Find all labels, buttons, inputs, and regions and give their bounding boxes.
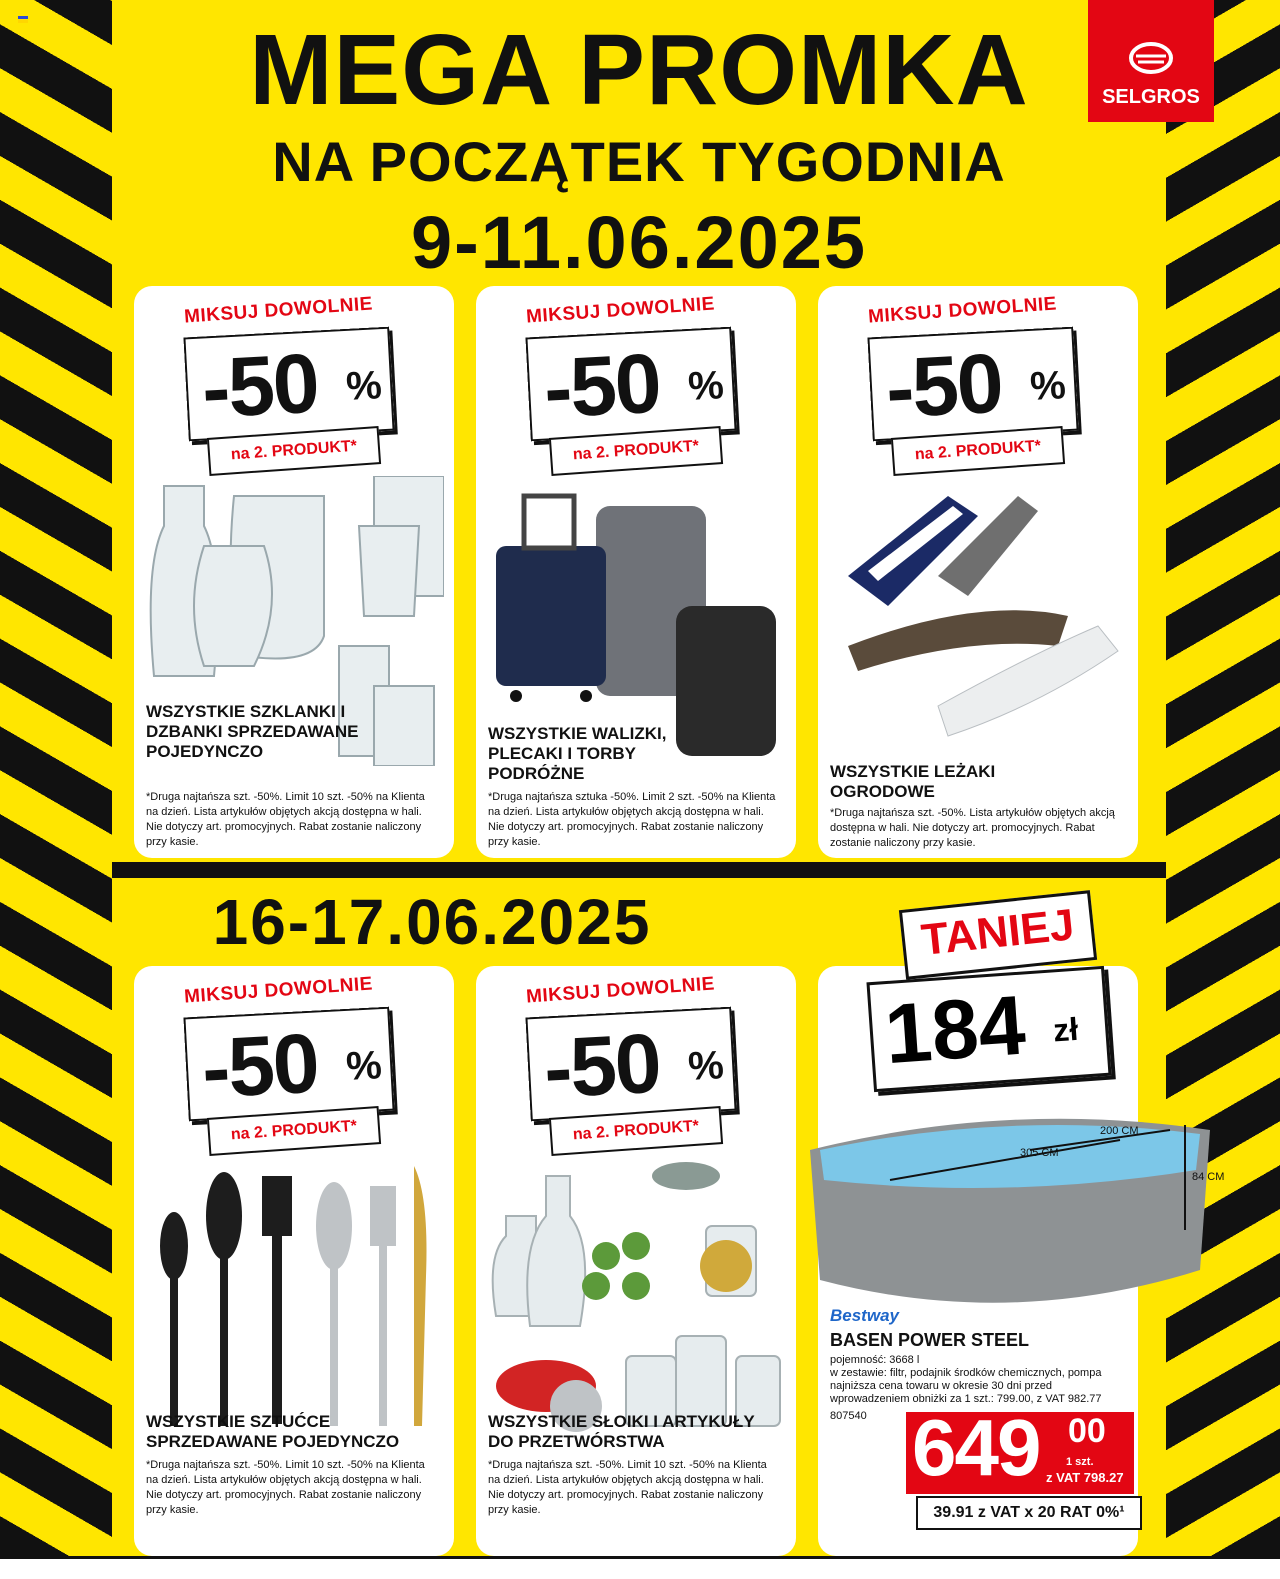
discount-value: -50 bbox=[199, 1015, 320, 1116]
spec-item: pojemność: 3668 l bbox=[830, 1354, 920, 1366]
date-range-second: 16-17.06.2025 bbox=[212, 886, 652, 958]
discount-value: -50 bbox=[883, 335, 1004, 436]
price-unit: 1 szt. bbox=[1066, 1456, 1094, 1468]
logo-text: SELGROS bbox=[1102, 86, 1200, 108]
pool-specs bbox=[830, 1354, 1130, 1406]
promo-card-loungers[interactable] bbox=[818, 286, 1138, 858]
percent-sign: % bbox=[687, 363, 725, 409]
spec-item: w zestawie: filtr, podajnik środków chemicznych, pompa bbox=[830, 1367, 1102, 1379]
percent-sign: % bbox=[687, 1043, 725, 1089]
mix-label: MIKSUJ DOWOLNIE bbox=[525, 973, 716, 1008]
price-integer: 649 bbox=[912, 1403, 1040, 1492]
flag-icon bbox=[18, 16, 28, 23]
headline: MEGA PROMKA bbox=[249, 14, 1029, 126]
old-price-badge bbox=[866, 966, 1111, 1092]
cheaper-badge: TANIEJ bbox=[899, 890, 1097, 980]
second-product-label: na 2. PRODUKT* bbox=[549, 426, 723, 476]
discount-badge bbox=[525, 1007, 736, 1122]
discount-badge bbox=[867, 327, 1078, 442]
currency: zł bbox=[1052, 1010, 1080, 1049]
subheadline: NA POCZĄTEK TYGODNIA bbox=[272, 130, 1006, 193]
product-code: 807540 bbox=[830, 1410, 867, 1422]
percent-sign: % bbox=[345, 363, 383, 409]
date-range-first: 9-11.06.2025 bbox=[410, 201, 868, 284]
discount-value: -50 bbox=[541, 1015, 662, 1116]
percent-sign: % bbox=[345, 1043, 383, 1089]
jars-image bbox=[486, 1156, 786, 1446]
bottom-line bbox=[0, 1556, 1280, 1559]
discount-value: -50 bbox=[541, 335, 662, 436]
product-note: *Druga najtańsza szt. -50%. Limit 10 szt. -50% na Klienta na dzień. Lista artykułów objętych akcją dostępna w hali. Nie dotyczy art. promocyjnych. Rabat zostanie naliczony przy kasie. bbox=[146, 791, 425, 848]
brand-logo: Bestway bbox=[830, 1306, 899, 1325]
second-product-label: na 2. PRODUKT* bbox=[549, 1106, 723, 1156]
pool-title: BASEN POWER STEEL bbox=[830, 1330, 1030, 1350]
product-title: WSZYSTKIE SZTUĆCE SPRZEDAWANE POJEDYNCZO bbox=[146, 1412, 400, 1451]
loungers-image bbox=[828, 476, 1128, 766]
second-product-label: na 2. PRODUKT* bbox=[891, 426, 1065, 476]
bottom-margin bbox=[0, 1556, 1280, 1579]
product-note: *Druga najtańsza szt. -50%. Limit 10 szt. -50% na Klienta na dzień. Lista artykułów objętych akcją dostępna w hali. Nie dotyczy art. promocyjnych. Rabat zostanie naliczony przy kasie. bbox=[146, 1459, 425, 1516]
product-title: WSZYSTKIE WALIZKI, PLECAKI I TORBY PODRÓŻNE bbox=[488, 724, 667, 783]
dish-icon bbox=[1128, 40, 1174, 76]
promo-card-cutlery[interactable] bbox=[134, 966, 454, 1556]
product-note: *Druga najtańsza szt. -50%. Lista artykułów objętych akcją dostępna w hali. Nie dotyczy art. promocyjnych. Rabat zostanie naliczony przy kasie. bbox=[830, 807, 1115, 849]
mix-label: MIKSUJ DOWOLNIE bbox=[525, 293, 716, 328]
selgros-logo[interactable] bbox=[1088, 0, 1214, 122]
price-tag bbox=[906, 1403, 1134, 1494]
product-title: WSZYSTKIE LEŻAKI OGRODOWE bbox=[830, 762, 996, 801]
hazard-stripes-left bbox=[0, 0, 112, 1560]
product-title: WSZYSTKIE SZKLANKI I DZBANKI SPRZEDAWANE POJEDYNCZO bbox=[146, 702, 359, 761]
cutlery-image bbox=[144, 1156, 444, 1446]
percent-sign: % bbox=[1029, 363, 1067, 409]
mix-label: MIKSUJ DOWOLNIE bbox=[183, 293, 374, 328]
discount-badge bbox=[525, 327, 736, 442]
product-title: WSZYSTKIE SŁOIKI I ARTYKUŁY DO PRZETWÓRSTWA bbox=[488, 1412, 755, 1451]
discount-badge bbox=[183, 327, 394, 442]
second-product-label: na 2. PRODUKT* bbox=[207, 426, 381, 476]
product-note: *Druga najtańsza szt. -50%. Limit 10 szt. -50% na Klienta na dzień. Lista artykułów objętych akcją dostępna w hali. Nie dotyczy art. promocyjnych. Rabat zostanie naliczony przy kasie. bbox=[488, 1459, 767, 1516]
pool-width-label: 200 CM bbox=[1100, 1125, 1139, 1137]
mix-label: MIKSUJ DOWOLNIE bbox=[867, 293, 1058, 328]
price-decimal: 00 bbox=[1068, 1412, 1106, 1450]
old-price: 184 bbox=[881, 977, 1029, 1082]
second-product-label: na 2. PRODUKT* bbox=[207, 1106, 381, 1156]
price-with-vat: z VAT 798.27 bbox=[1046, 1470, 1124, 1485]
product-note: *Druga najtańsza sztuka -50%. Limit 2 szt. -50% na Klienta na dzień. Lista artykułów objętych akcją dostępna w hali. Nie dotyczy art. promocyjnych. Rabat zostanie naliczony przy kasie. bbox=[488, 791, 776, 848]
mix-label: MIKSUJ DOWOLNIE bbox=[183, 973, 374, 1008]
luggage-image bbox=[486, 476, 786, 766]
pool-image bbox=[800, 1110, 1226, 1310]
promo-card-glasses[interactable] bbox=[134, 286, 454, 858]
discount-badge bbox=[183, 1007, 394, 1122]
pool-length-label: 305 CM bbox=[1020, 1147, 1059, 1159]
installment-info: 39.91 z VAT x 20 RAT 0%¹ bbox=[916, 1496, 1142, 1530]
hazard-stripes-right bbox=[1166, 0, 1280, 1560]
promo-card-luggage[interactable] bbox=[476, 286, 796, 858]
promo-card-jars[interactable] bbox=[476, 966, 796, 1556]
section-divider bbox=[112, 862, 1166, 878]
discount-value: -50 bbox=[199, 335, 320, 436]
spec-item: najniższa cena towaru w okresie 30 dni przed wprowadzeniem obniżki za 1 szt.: 799.00, z VAT 982.77 bbox=[830, 1380, 1102, 1405]
pool-height-label: 84 CM bbox=[1192, 1171, 1225, 1183]
